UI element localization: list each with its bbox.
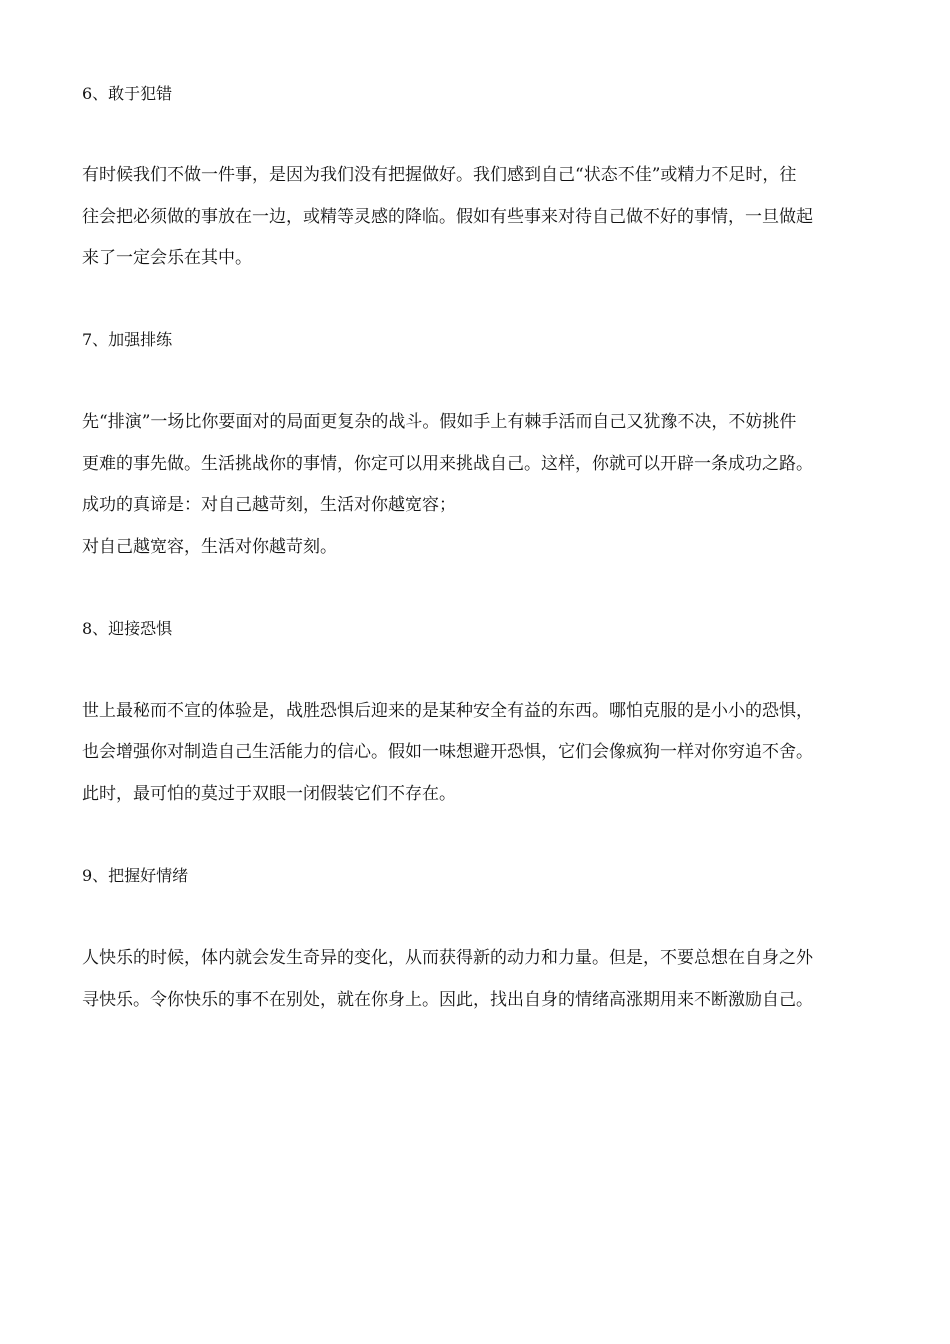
paragraph-line: 此时，最可怕的莫过于双眼一闭假装它们不存在。 (82, 784, 456, 804)
paragraph-line: 先“排演”一场比你要面对的局面更复杂的战斗。假如手上有棘手活而自己又犹豫不决，不妨挑件 (82, 412, 797, 432)
paragraph-line: 人快乐的时候，体内就会发生奇异的变化，从而获得新的动力和力量。但是，不要总想在自身之外 (82, 948, 813, 968)
section-heading: 6、敢于犯错 (82, 84, 173, 103)
paragraph-line: 成功的真谛是：对自己越苛刻，生活对你越宽容； (82, 495, 456, 515)
section-heading: 7、加强排练 (82, 330, 173, 349)
paragraph-line: 对自己越宽容，生活对你越苛刻。 (82, 537, 337, 557)
paragraph-line: 也会增强你对制造自己生活能力的信心。假如一味想避开恐惧，它们会像疯狗一样对你穷追不舍。 (82, 742, 813, 762)
section-heading: 9、把握好情绪 (82, 866, 189, 885)
paragraph-line: 来了一定会乐在其中。 (82, 248, 252, 268)
paragraph-line: 世上最秘而不宣的体验是，战胜恐惧后迎来的是某种安全有益的东西。哪怕克服的是小小的恐惧， (82, 701, 813, 721)
paragraph-line: 寻快乐。令你快乐的事不在别处，就在你身上。因此，找出自身的情绪高涨期用来不断激励自己。 (82, 990, 813, 1010)
section-heading: 8、迎接恐惧 (82, 619, 173, 638)
paragraph-line: 更难的事先做。生活挑战你的事情，你定可以用来挑战自己。这样，你就可以开辟一条成功之路。 (82, 454, 813, 474)
paragraph-line: 有时候我们不做一件事，是因为我们没有把握做好。我们感到自己“状态不佳”或精力不足时，往 (82, 165, 797, 185)
paragraph-line: 往会把必须做的事放在一边，或精等灵感的降临。假如有些事来对待自己做不好的事情，一旦做起 (82, 207, 813, 227)
